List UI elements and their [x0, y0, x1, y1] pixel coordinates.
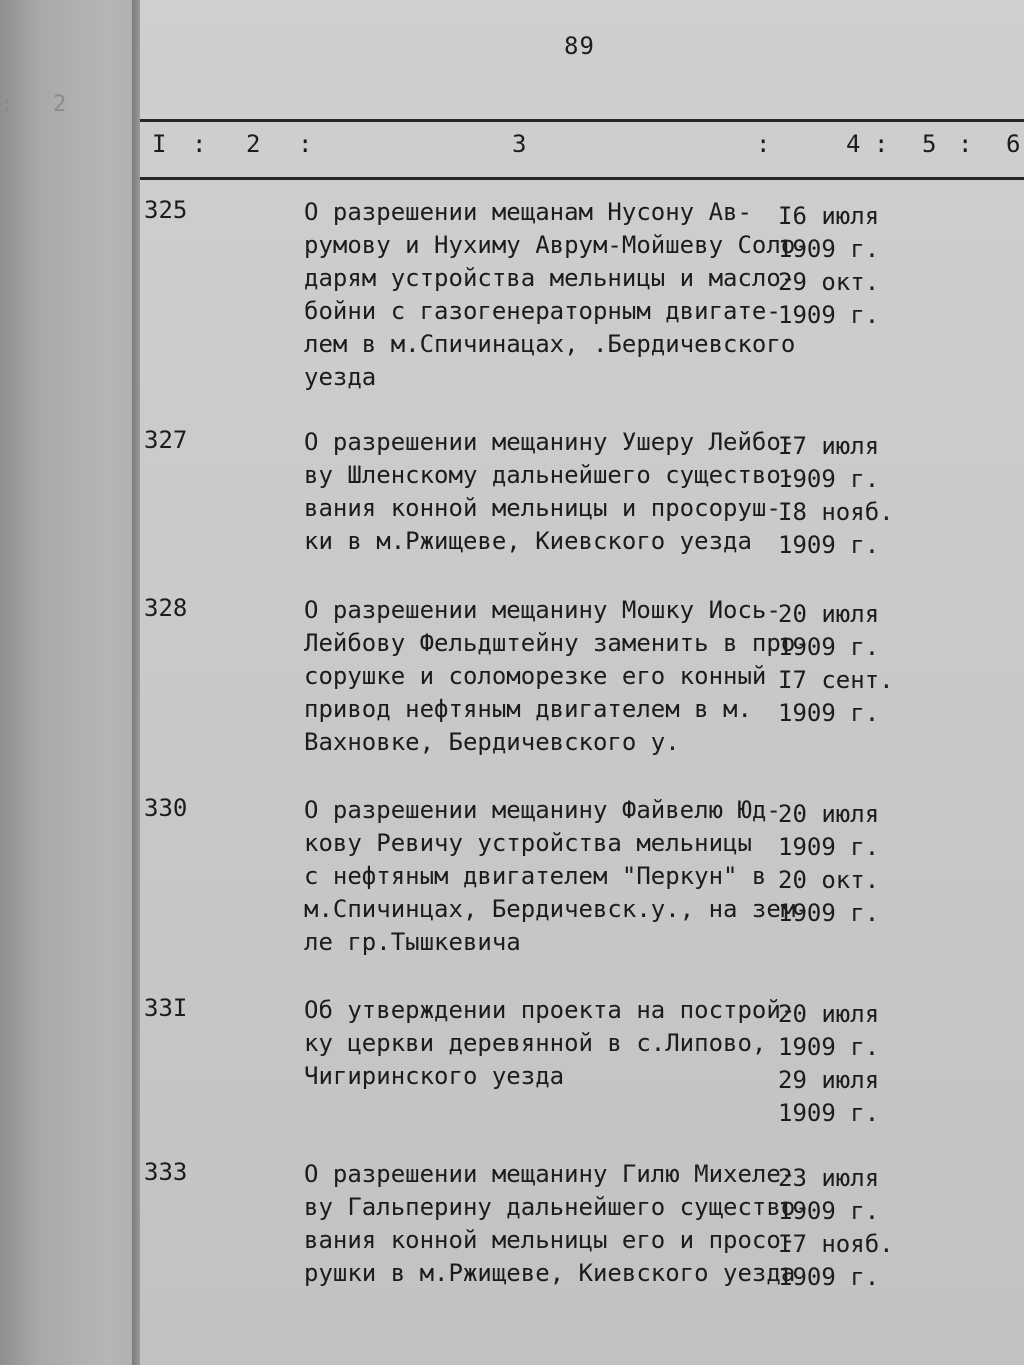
facing-page-edge	[0, 0, 138, 1365]
entry-description	[304, 1158, 810, 1290]
entry-description	[304, 794, 810, 959]
column-header-2: 2	[246, 130, 261, 158]
entry-dates	[778, 1162, 894, 1294]
entry-description	[304, 426, 795, 558]
column-separator: :	[958, 130, 973, 158]
entry-text-line: О разрешении мещанину Файвелю Юд-	[304, 796, 781, 824]
entry-number: 325	[144, 196, 188, 224]
column-separator: :	[756, 130, 771, 158]
entry-date-line: 1909 г.	[778, 833, 880, 861]
entry-date-line: 20 июля	[778, 800, 880, 828]
entry-date-line: 1909 г.	[778, 531, 880, 559]
entry-number: 333	[144, 1158, 188, 1186]
entry-date-line: 20 июля	[778, 600, 880, 628]
entry-text-line: О разрешении мещанину Ушеру Лейбо-	[304, 428, 796, 456]
entry-text-line: Вахновке, Бердичевского у.	[304, 728, 680, 756]
entry-text-line: вания конной мельницы его и просо-	[304, 1226, 796, 1254]
entry-date-line: I7 июля	[778, 432, 880, 460]
entry-date-line: 1909 г.	[778, 699, 880, 727]
entry-text-line: ву Шленскому дальнейшего существо-	[304, 461, 796, 489]
entry-text-line: О разрешении мещанам Нусону Ав-	[304, 198, 752, 226]
entry-dates	[778, 798, 879, 930]
entry-dates	[778, 598, 894, 730]
entry-text-line: румову и Нухиму Аврум-Мойшеву Соло-	[304, 231, 810, 259]
column-header-4: 4	[846, 130, 861, 158]
entry-text-line: бойни с газогенераторным двигате-	[304, 297, 781, 325]
header-rule-bottom	[140, 177, 1024, 180]
entry-date-line: I7 нояб.	[778, 1230, 894, 1258]
entry-date-line: 20 окт.	[778, 866, 880, 894]
column-header-1: I	[152, 130, 167, 158]
entry-date-line: 1909 г.	[778, 301, 880, 329]
column-header-5: 5	[922, 130, 937, 158]
entry-dates	[778, 430, 894, 562]
entry-description	[304, 594, 810, 759]
entry-number: 327	[144, 426, 188, 454]
entry-text-line: Об утверждении проекта на построй-	[304, 996, 796, 1024]
entry-date-line: 1909 г.	[778, 465, 880, 493]
entry-text-line: м.Спичинцах, Бердичевск.у., на зем-	[304, 895, 810, 923]
entry-date-line: 29 окт.	[778, 268, 880, 296]
entry-date-line: 29 июля	[778, 1066, 880, 1094]
column-separator: :	[298, 130, 313, 158]
entry-number: 33I	[144, 994, 188, 1022]
facing-page-marks: : 2	[0, 92, 67, 117]
entry-date-line: 1909 г.	[778, 1033, 880, 1061]
entry-date-line: 1909 г.	[778, 899, 880, 927]
entry-text-line: О разрешении мещанину Гилю Михеле-	[304, 1160, 796, 1188]
entry-text-line: Лейбову Фельдштейну заменить в про-	[304, 629, 810, 657]
entry-date-line: 1909 г.	[778, 1263, 880, 1291]
entry-date-line: I6 июля	[778, 202, 880, 230]
entry-text-line: уезда	[304, 363, 377, 391]
entry-text-line: вания конной мельницы и просоруш-	[304, 494, 781, 522]
entry-date-line: I7 сент.	[778, 666, 894, 694]
entry-text-line: сорушке и соломорезке его конный	[304, 662, 767, 690]
entry-text-line: О разрешении мещанину Мошку Иось-	[304, 596, 781, 624]
entry-date-line: 1909 г.	[778, 235, 880, 263]
entry-date-line: I8 нояб.	[778, 498, 894, 526]
entry-text-line: привод нефтяным двигателем в м.	[304, 695, 752, 723]
column-separator: :	[192, 130, 207, 158]
entry-text-line: ку церкви деревянной в с.Липово,	[304, 1029, 767, 1057]
entry-description	[304, 994, 795, 1093]
column-separator: :	[874, 130, 889, 158]
entry-text-line: ле гр.Тышкевича	[304, 928, 521, 956]
entry-text-line: кову Ревичу устройства мельницы	[304, 829, 752, 857]
entry-dates	[778, 998, 879, 1130]
entry-dates	[778, 200, 879, 332]
entry-date-line: 20 июля	[778, 1000, 880, 1028]
entry-text-line: ки в м.Ржищеве, Киевского уезда	[304, 527, 752, 555]
entry-date-line: 1909 г.	[778, 1197, 880, 1225]
entry-text-line: Чигиринского уезда	[304, 1062, 565, 1090]
entry-date-line: 1909 г.	[778, 633, 880, 661]
header-rule-top	[140, 119, 1024, 122]
archive-page	[140, 0, 1024, 1365]
page-number: 89	[564, 32, 595, 60]
entry-date-line: 1909 г.	[778, 1099, 880, 1127]
column-header-3: 3	[512, 130, 527, 158]
entry-text-line: с нефтяным двигателем "Перкун" в	[304, 862, 767, 890]
entry-description	[304, 196, 810, 394]
entry-number: 328	[144, 594, 188, 622]
page-gutter	[132, 0, 140, 1365]
column-header-6: 6	[1006, 130, 1021, 158]
entry-number: 330	[144, 794, 188, 822]
entry-text-line: лем в м.Спичинацах, .Бердичевского	[304, 330, 796, 358]
entry-date-line: 23 июля	[778, 1164, 880, 1192]
entry-text-line: рушки в м.Ржищеве, Киевского уезда	[304, 1259, 796, 1287]
entry-text-line: дарям устройства мельницы и масло-	[304, 264, 796, 292]
entry-text-line: ву Гальперину дальнейшего существо-	[304, 1193, 810, 1221]
